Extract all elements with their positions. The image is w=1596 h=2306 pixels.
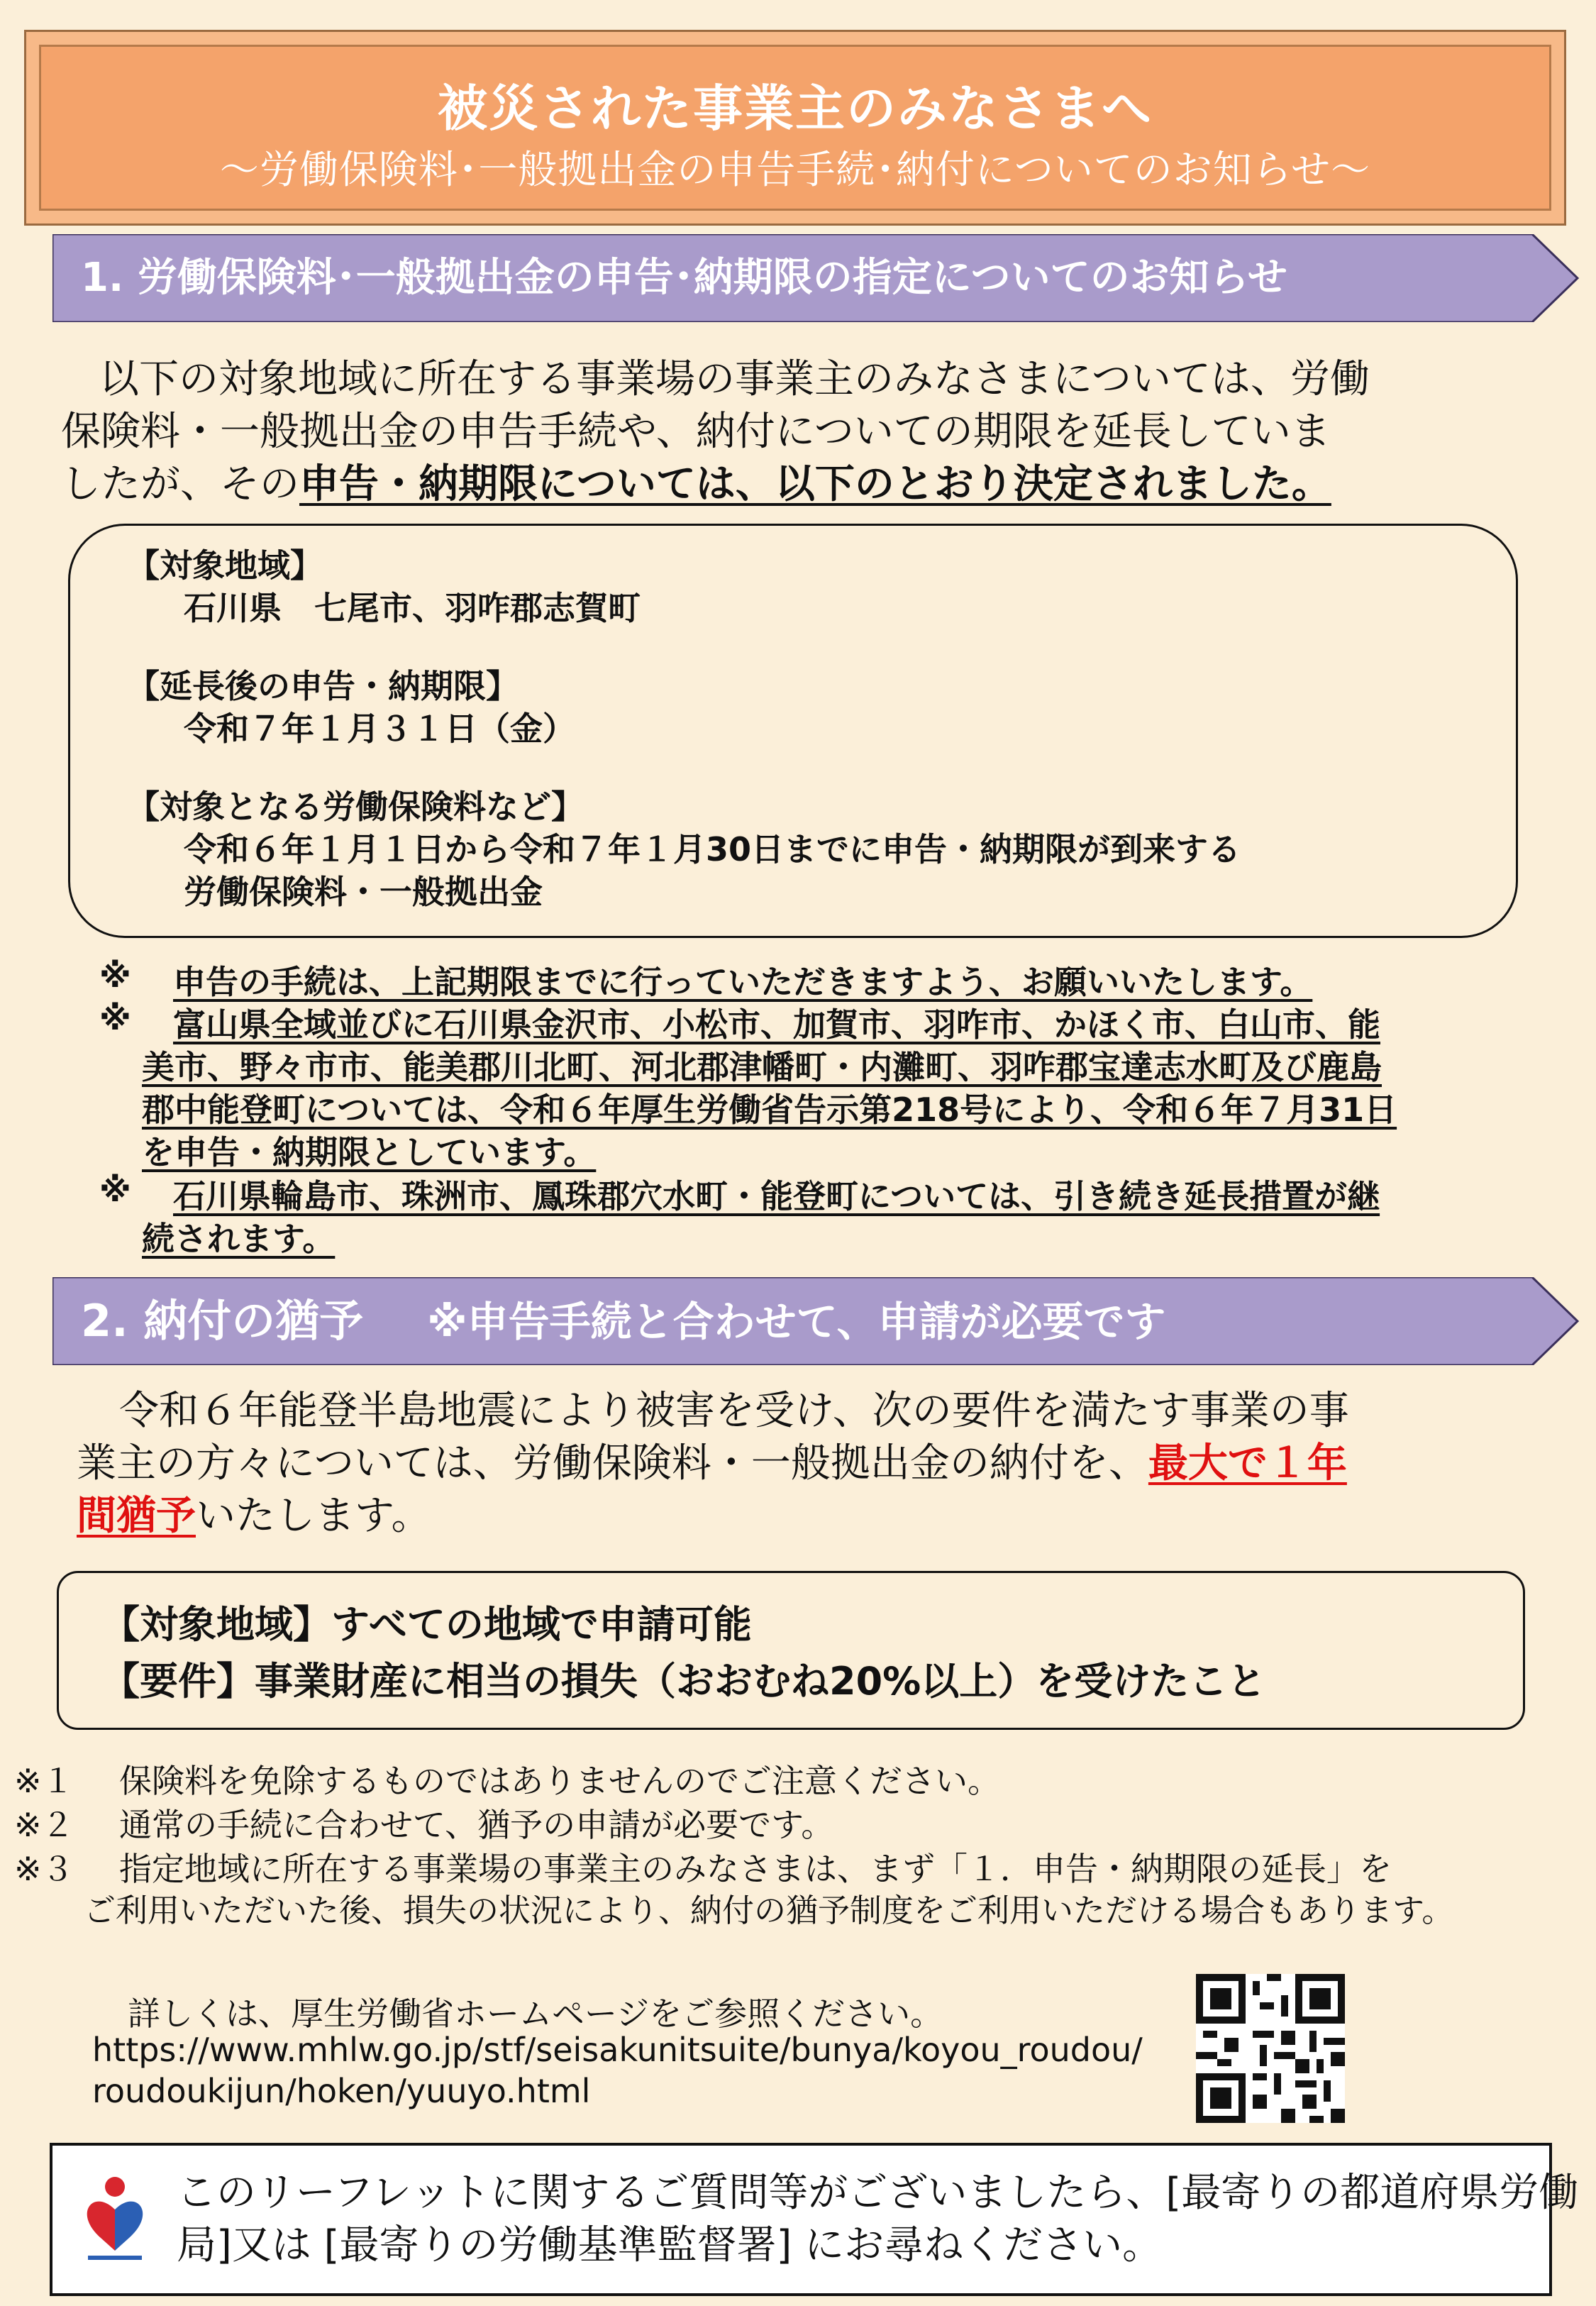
target-area-value: 石川県 七尾市、羽咋郡志賀町 [184,589,641,627]
note2-line1: 富山県全域並びに石川県金沢市、小松市、加賀市、羽咋市、かほく市、白山市、能 [173,1005,1380,1044]
target-label: 【対象となる労働保険料など】 [127,788,584,826]
note2-line2: 美市、野々市市、能美郡川北町、河北郡津幡町・内灘町、羽咋郡宝達志水町及び鹿島 [142,1048,1382,1086]
homepage-url-line1[interactable]: https://www.mhlw.go.jp/stf/seisakunitsuite/bunya/koyou_roudou/ [92,2031,1143,2069]
section1-intro-emphasis: 申告・納期限については、以下のとおり決定されました。 [299,461,1331,507]
target-value-line2: 労働保険料・一般拠出金 [184,873,543,911]
section2-box-line2: 【要件】事業財産に相当の損失（おおむね20%以上）を受けたこと [101,1659,1266,1704]
footnote3-text-cont: ご利用いただいた後、損失の状況により、納付の猶予制度をご利用いただける場合もあります。 [84,1892,1454,1929]
homepage-reference: 詳しくは、厚生労働省ホームページをご参照ください。 [128,1995,943,2033]
section1-intro-line2: 保険料・一般拠出金の申告手続や、納付についての期限を延長していま [61,409,1331,455]
deadline-value: 令和７年１月３１日（金） [184,710,575,748]
note1-mark: ※ [99,956,131,995]
note2-line3: 郡中能登町については、令和６年厚生労働省告示第218号により、令和６年７月31日 [142,1091,1397,1129]
qr-code[interactable] [1196,1974,1345,2123]
section2-intro-line2 [77,1438,1347,1490]
section1-title: 1. 労働保険料･一般拠出金の申告･納期限の指定についてのお知らせ [81,255,1287,301]
section2-emphasis-b: 間猶予 [77,1493,196,1539]
target-area-label: 【対象地域】 [127,546,323,585]
section1-intro-line3 [61,458,1331,511]
note3-line2: 続されます。 [142,1220,336,1258]
section2-intro-line1: 令和６年能登半島地震により被害を受け、次の要件を満たす事業の事 [119,1388,1349,1434]
section2-emphasis-a: 最大で１年 [1148,1440,1347,1486]
footnote3-text: 指定地域に所在する事業場の事業主のみなさまは、まず「１．申告・納期限の延長」を [119,1850,1392,1888]
section2-box-line1: 【対象地域】すべての地域で申請可能 [101,1602,752,1647]
page-title: 被災された事業主のみなさまへ [438,79,1153,138]
section1-intro-line3-plain: したが、その [61,461,299,507]
footnote2-text: 通常の手続に合わせて、猶予の申請が必要です。 [119,1806,834,1844]
section2-intro-line2-plain: 業主の方々については、労働保険料・一般拠出金の納付を、 [77,1440,1148,1486]
note2-mark: ※ [99,999,131,1037]
target-value-line1: 令和６年１月１日から令和７年１月30日までに申告・納期限が到来する [184,830,1241,868]
section1-info-box [68,524,1518,938]
homepage-url-line2[interactable]: roudoukijun/hoken/yuuyo.html [92,2072,591,2110]
note3-line1: 石川県輪島市、珠洲市、鳳珠郡穴水町・能登町については、引き続き延長措置が継 [173,1177,1380,1215]
title-banner [24,30,1566,226]
contact-box [50,2143,1579,2296]
note2-line4: を申告・納期限としています。 [142,1133,597,1171]
section2-title-note: ※申告手続と合わせて、申請が必要です [427,1298,1166,1346]
section2-intro-line3-plain: いたします。 [196,1493,431,1539]
section1-intro-line1: 以下の対象地域に所在する事業場の事業主のみなさまについては、労働 [99,356,1370,402]
footnote1-mark: ※１ [14,1762,74,1800]
contact-text [177,2167,1578,2272]
section2-title [81,1277,1166,1365]
section2-title-main: 2. 納付の猶予 [81,1295,364,1347]
page-subtitle: ～労働保険料･一般拠出金の申告手続･納付についてのお知らせ～ [219,147,1371,192]
footnote1-text: 保険料を免除するものではありませんのでご注意ください。 [119,1762,1000,1800]
contact-line2: 局]又は [最寄りの労働基準監督署] にお尋ねください。 [177,2222,1163,2268]
mhlw-logo-icon [72,2167,157,2273]
note1-line1: 申告の手続は、上記期限までに行っていただきますよう、お願いいたします。 [173,963,1313,1001]
footnote2-mark: ※２ [14,1806,74,1844]
deadline-label: 【延長後の申告・納期限】 [127,667,519,705]
section2-intro-line3 [77,1490,431,1543]
footnote3-mark: ※３ [14,1850,74,1888]
contact-line1: このリーフレットに関するご質問等がございましたら、[最寄りの都道府県労働 [177,2170,1579,2216]
section2-info-box [57,1571,1525,1730]
note3-mark: ※ [99,1171,131,1209]
